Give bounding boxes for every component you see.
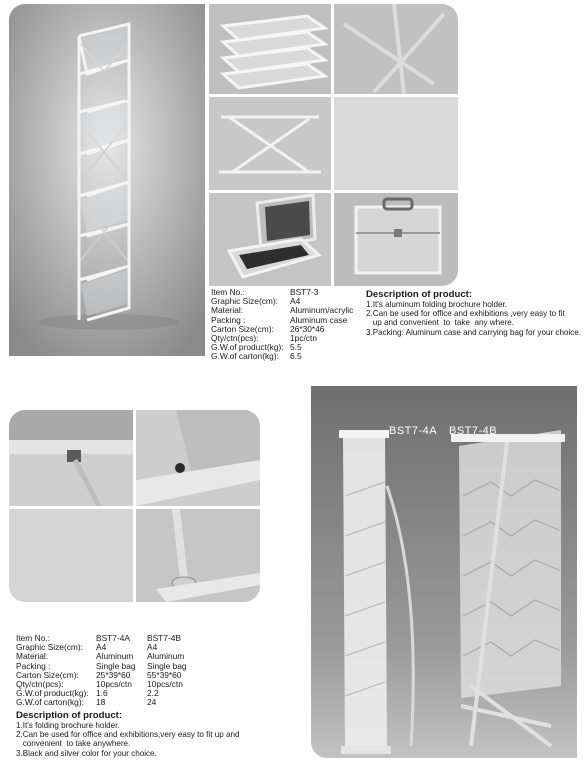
spec-value-b: Aluminum (147, 651, 185, 662)
spec-value-a: 25*39*60 (96, 669, 131, 680)
spec-value: 6.5 (290, 351, 302, 362)
model-tag-a: BST7-4A (389, 425, 438, 437)
spec-value: Aluminum case (290, 314, 348, 325)
spec-value-b: A4 (147, 642, 158, 653)
spec-value-b: 2.2 (147, 688, 159, 699)
top-rail-closeup-photo (9, 410, 133, 506)
description-title: Description of product: (16, 710, 123, 721)
description-line: convenient to take anywhere. (16, 739, 131, 749)
description-line: 2.Can be used for office and exhibitions,very easy to fit up and (16, 730, 240, 740)
spec-value: Aluminum/acrylic (290, 305, 354, 316)
open-case-photo (209, 193, 331, 286)
spec-value-b: Single bag (147, 660, 187, 671)
spec-value-a: BST7-4A (96, 633, 130, 643)
description-bst7-4 (16, 710, 239, 758)
spec-label: Item No.: (16, 633, 50, 643)
spec-value: 5.5 (290, 342, 302, 353)
spec-row (16, 698, 187, 707)
spec-value: A4 (290, 296, 301, 307)
description-line: 3.Packing: Aluminum case and carrying bag for your choice. (366, 327, 582, 337)
closed-case-photo (334, 193, 458, 286)
spec-label: Graphic Size(cm): (211, 296, 279, 307)
description-line: 1.It's folding brochure holder. (16, 721, 120, 730)
spec-value-b: BST7-4B (147, 633, 181, 643)
spec-label: Qty/ctn(pcs): (211, 333, 259, 344)
spec-value-a: Single bag (96, 660, 136, 671)
spec-label: Packing : (211, 314, 246, 325)
spec-value-a: 10pcs/ctn (96, 679, 132, 690)
spec-value-a: 1.6 (96, 688, 108, 699)
spec-label: G.W.of carton(kg): (211, 351, 279, 362)
specs-bst7-3 (211, 288, 353, 362)
hinge-closeup-photo (334, 4, 458, 94)
spec-value-a: Aluminum (96, 651, 134, 662)
spec-label: Item No.: (211, 287, 245, 297)
spec-label: Material: (211, 305, 244, 316)
spec-row (211, 352, 353, 361)
specs-bst7-4 (16, 634, 187, 708)
stacked-trays-photo (209, 4, 331, 94)
spec-value-b: 10pcs/ctn (147, 679, 183, 690)
spec-value-b: 24 (147, 697, 157, 708)
description-line: 1.It's aluminum folding brochure holder. (366, 300, 508, 309)
brochure-rack-photo (9, 4, 205, 356)
spec-value: BST7-3 (290, 287, 319, 297)
spec-value-b: 55*39*60 (147, 669, 182, 680)
spec-label: Carton Size(cm): (211, 323, 274, 334)
blank-panel-2 (9, 509, 133, 602)
spec-value-a: 18 (96, 697, 106, 708)
spec-label: G.W.of product(kg): (211, 342, 284, 353)
model-tag-b: BST7-4B (449, 425, 498, 437)
spec-label: G.W.of product(kg): (16, 688, 89, 699)
banner-stands-photo (311, 386, 577, 758)
spec-label: Carton Size(cm): (16, 669, 79, 680)
spec-label: Packing : (16, 660, 51, 671)
spec-value: 1pc/ctn (290, 333, 318, 344)
description-line: 3.Black and silver color for your choice. (16, 748, 157, 758)
scissor-frame-photo (209, 97, 331, 190)
pole-foot-closeup-photo (136, 509, 260, 602)
spec-label: Material: (16, 651, 49, 662)
spec-label: Qty/ctn(pcs): (16, 679, 64, 690)
description-bst7-3 (366, 289, 581, 337)
spec-label: Graphic Size(cm): (16, 642, 84, 653)
description-title: Description of product: (366, 289, 473, 300)
spec-value-a: A4 (96, 642, 107, 653)
description-line: 2.Can be used for office and exhibitions ,very easy to fit (366, 309, 565, 319)
blank-panel (334, 97, 458, 190)
description-line: up and convenient to take any where. (366, 318, 515, 328)
spec-value: 26*30*46 (290, 323, 325, 334)
base-clamp-closeup-photo (136, 410, 260, 506)
spec-label: G.W.of carton(kg): (16, 697, 84, 708)
